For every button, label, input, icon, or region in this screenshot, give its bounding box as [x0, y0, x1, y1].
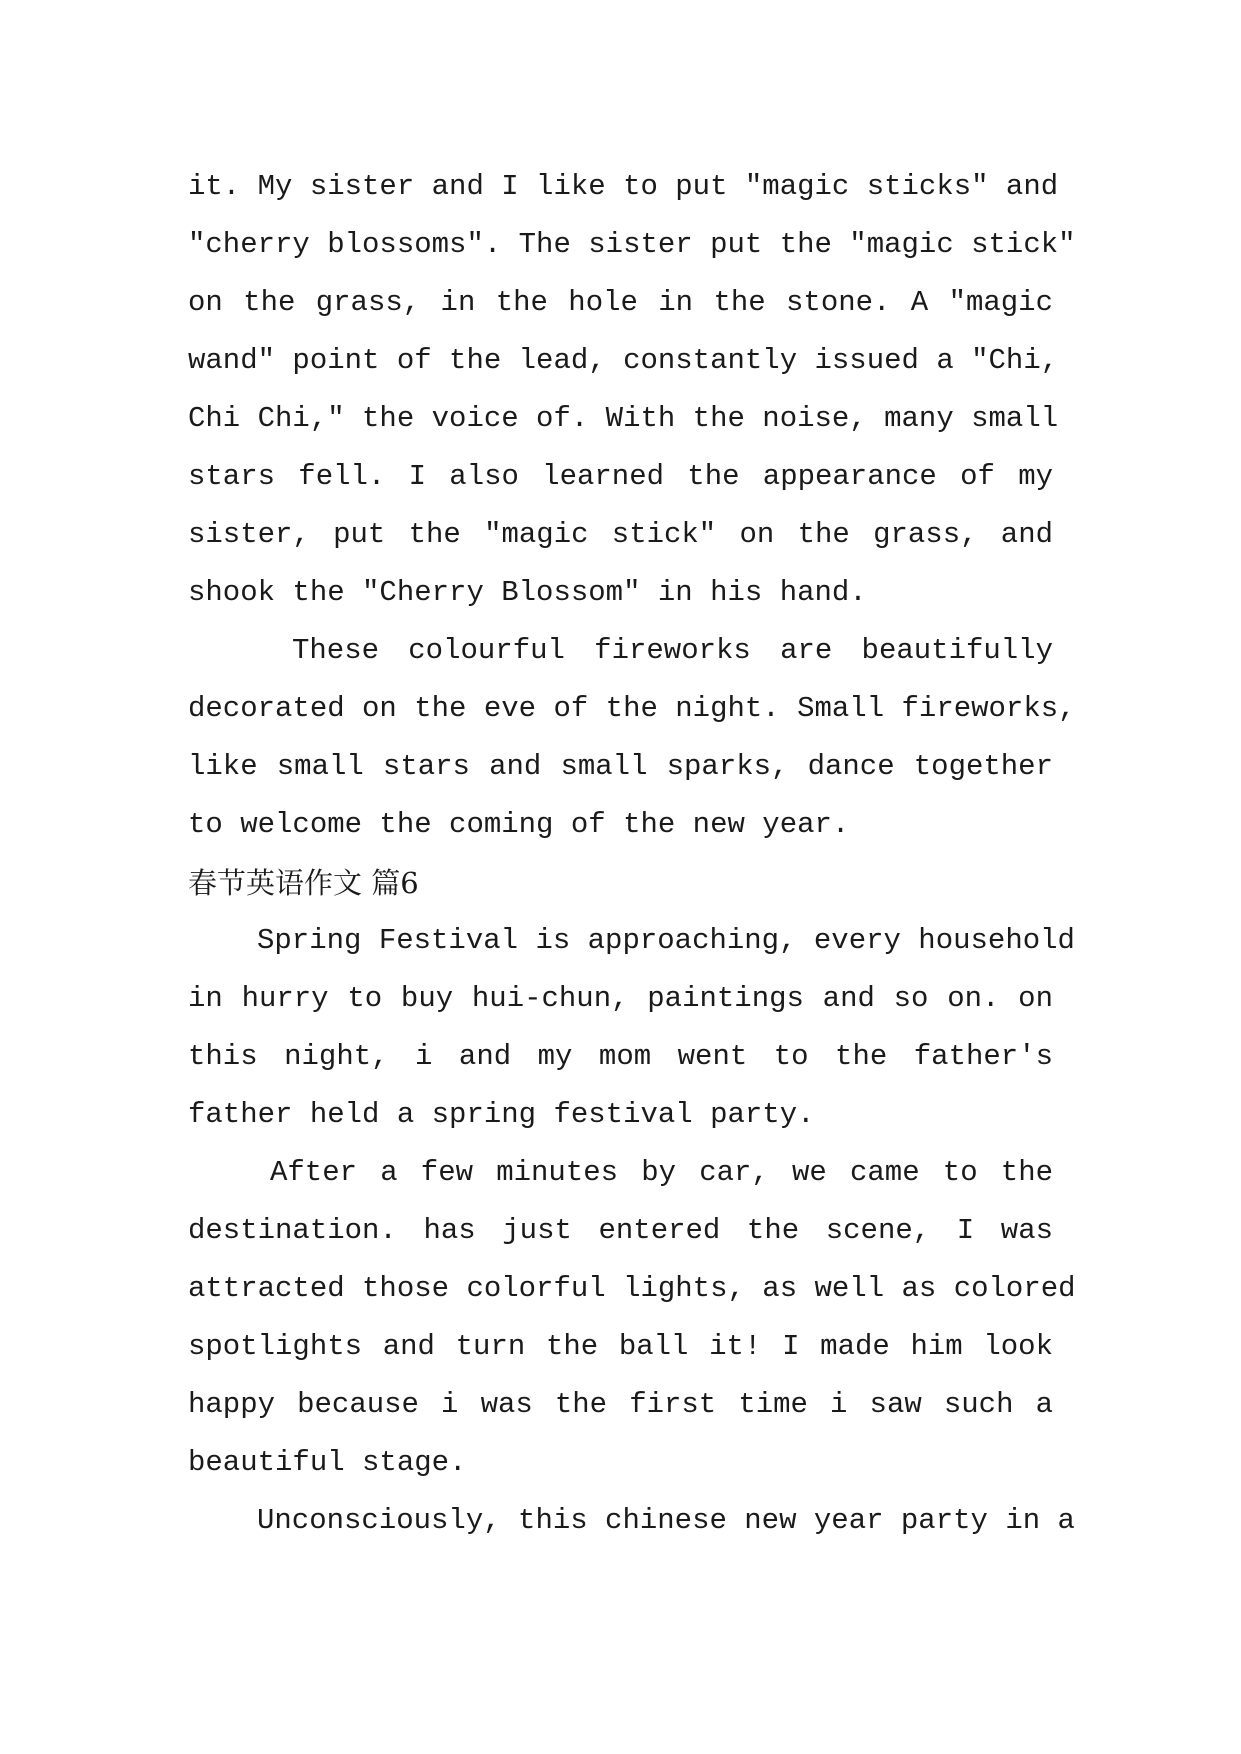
- paragraph-line: decorated on the eve of the night. Small fireworks,: [188, 692, 1076, 725]
- paragraph-line: shook the "Cherry Blossom" in his hand.: [188, 576, 867, 609]
- section-heading: 春节英语作文 篇6: [188, 866, 419, 900]
- paragraph-line: Unconsciously, this chinese new year party in a: [257, 1504, 1075, 1537]
- paragraph-line: it. My sister and I like to put "magic sticks" and: [188, 170, 1059, 203]
- paragraph-line: destination. has just entered the scene, I was: [188, 1214, 1053, 1247]
- paragraph-line: this night, i and my mom went to the father's: [188, 1040, 1053, 1073]
- paragraph-line: sister, put the "magic stick" on the grass, and: [188, 518, 1053, 551]
- paragraph-line: spotlights and turn the ball it! I made him look: [188, 1330, 1053, 1363]
- paragraph-line: stars fell. I also learned the appearance of my: [188, 460, 1053, 493]
- paragraph-line: in hurry to buy hui-chun, paintings and so on. on: [188, 982, 1053, 1015]
- paragraph-line: happy because i was the first time i saw such a: [188, 1388, 1053, 1421]
- paragraph-line: father held a spring festival party.: [188, 1098, 815, 1131]
- paragraph-line: wand" point of the lead, constantly issued a "Chi,: [188, 344, 1059, 377]
- paragraph-line: Chi Chi," the voice of. With the noise, many small: [188, 402, 1059, 435]
- paragraph-line: beautiful stage.: [188, 1446, 467, 1479]
- paragraph-line: attracted those colorful lights, as well as colored: [188, 1272, 1076, 1305]
- paragraph-line: like small stars and small sparks, dance together: [188, 750, 1053, 783]
- paragraph-line: These colourful fireworks are beautifully: [292, 634, 1053, 667]
- paragraph-line: to welcome the coming of the new year.: [188, 808, 850, 841]
- paragraph-line: After a few minutes by car, we came to the: [270, 1156, 1053, 1189]
- paragraph-line: "cherry blossoms". The sister put the "magic stick": [188, 228, 1076, 261]
- paragraph-line: on the grass, in the hole in the stone. A "magic: [188, 286, 1053, 319]
- paragraph-line: Spring Festival is approaching, every household: [257, 924, 1075, 957]
